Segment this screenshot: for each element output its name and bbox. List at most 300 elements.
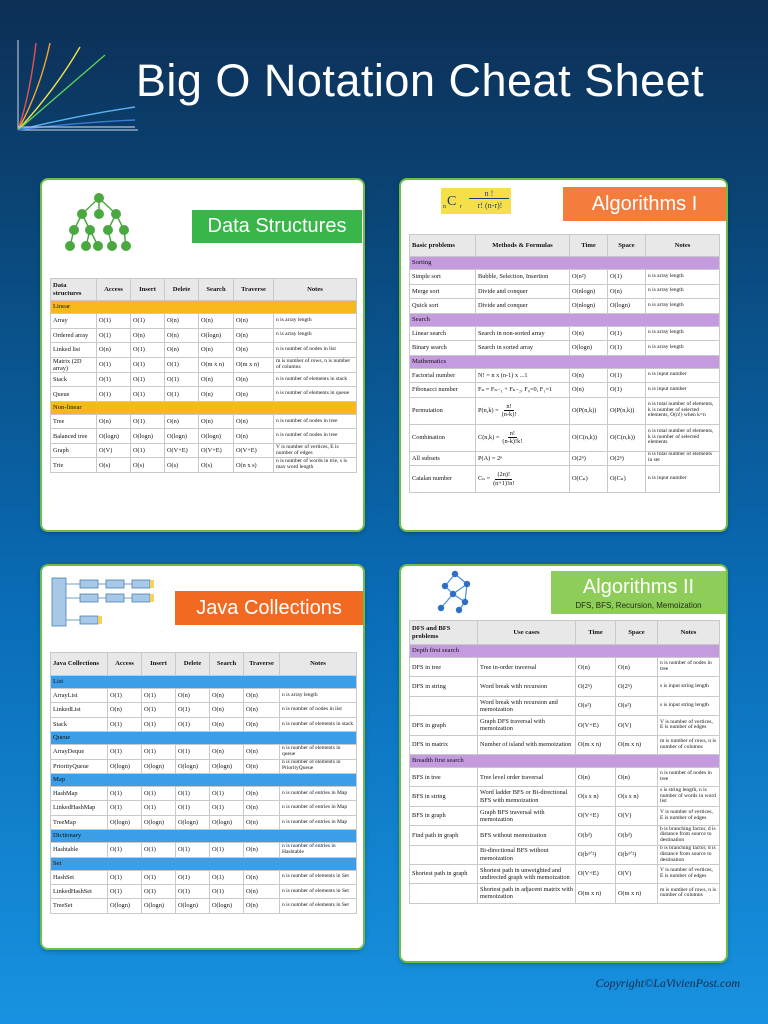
table-cell <box>476 466 570 493</box>
table-cell: O(1) <box>176 870 210 884</box>
table-cell: O(V+E) <box>165 443 199 458</box>
table-cell: Stack <box>51 717 108 731</box>
table-cell: O(1) <box>108 870 142 884</box>
table-cell: O(n) <box>234 372 274 387</box>
header-insert: Insert <box>142 653 176 676</box>
table-cell: O(nlogn) <box>570 299 608 314</box>
header-notes: Notes <box>658 621 720 645</box>
header-time: Time <box>570 235 608 257</box>
table-cell: O(n) <box>199 414 234 429</box>
header-access: Access <box>108 653 142 676</box>
table-cell: ArrayList <box>51 689 108 703</box>
table-cell: s is input string length <box>658 677 720 696</box>
table-row <box>410 826 720 845</box>
table-cell: Graph <box>51 443 97 458</box>
table-cell: Tree in-order traversal <box>478 658 576 677</box>
table-cell: O(2ⁿ) <box>616 677 658 696</box>
table-cell: n is number of nodes in list <box>274 343 357 358</box>
table-cell: O(1) <box>176 801 210 815</box>
table-cell: O(V) <box>97 443 131 458</box>
table-cell: O(m x n) <box>576 884 616 903</box>
section-header <box>51 732 357 745</box>
table-cell: Find path in graph <box>410 826 478 845</box>
table-cell: O(1) <box>142 801 176 815</box>
table-cell: O(logn) <box>142 759 176 773</box>
table-row <box>410 845 720 864</box>
table-row <box>51 314 357 329</box>
table-row <box>410 864 720 883</box>
table-cell: O(n) <box>244 786 280 800</box>
table-cell: O(1) <box>131 414 165 429</box>
table-cell: TreeMap <box>51 815 108 829</box>
table-cell: Stack <box>51 372 97 387</box>
table-row <box>51 884 357 898</box>
table-cell: Number of island with memoization <box>478 735 576 754</box>
table-cell: O(1) <box>108 745 142 759</box>
table-cell: O(n) <box>165 343 199 358</box>
table-cell: O(n) <box>234 414 274 429</box>
table-cell: Tree <box>51 414 97 429</box>
table-cell: O(1) <box>97 328 131 343</box>
table-cell: O(1) <box>608 270 646 285</box>
table-cell: Balanced tree <box>51 429 97 444</box>
table-cell: O(n) <box>97 343 131 358</box>
header-java-collections: Java Collections <box>51 653 108 676</box>
table-cell: O(n) <box>210 717 244 731</box>
table-cell: O(1) <box>176 703 210 717</box>
algorithms-1-card <box>401 180 726 530</box>
table-cell: O(logn) <box>142 899 176 913</box>
table-cell: O(n) <box>131 328 165 343</box>
table-cell: O(n) <box>244 884 280 898</box>
table-cell: Merge sort <box>410 284 476 299</box>
table-cell: O(n) <box>199 387 234 402</box>
table-cell: Hashtable <box>51 843 108 857</box>
table-cell: Permutation <box>410 397 476 424</box>
formula-lhs: C(n,k) = <box>478 433 500 441</box>
table-cell: n is array length <box>280 689 357 703</box>
table-cell: Word break with recursion and memoization <box>478 696 576 715</box>
table-cell: Shortest path in graph <box>410 864 478 883</box>
table-cell: O(1) <box>210 843 244 857</box>
table-cell: Search in non-sorted array <box>476 326 570 341</box>
table-cell: n is total number of elements, k is number of selected elements <box>646 424 720 451</box>
formula-c: C <box>447 194 457 209</box>
table-cell: O(1) <box>176 717 210 731</box>
table-cell: n is number of entries in Map <box>280 815 357 829</box>
table-cell: Trie <box>51 458 97 473</box>
table-cell <box>410 696 478 715</box>
table-cell: O(logn) <box>108 899 142 913</box>
node-graph-icon <box>435 570 475 614</box>
table-row <box>51 843 357 857</box>
table-cell: O(n) <box>244 745 280 759</box>
table-cell: O(1) <box>142 717 176 731</box>
formula-top: n ! <box>469 189 509 199</box>
table-cell: O(1) <box>210 786 244 800</box>
table-row <box>410 397 720 424</box>
table-cell: O(1) <box>108 884 142 898</box>
formula-denominator: (n-k)! <box>501 411 517 418</box>
table-cell: O(n) <box>244 759 280 773</box>
table-cell: n is number of nodes in tree <box>658 767 720 786</box>
table-cell: O(1) <box>608 326 646 341</box>
section-header <box>410 754 720 767</box>
table-cell: Ordered array <box>51 328 97 343</box>
table-cell: Catalan number <box>410 466 476 493</box>
table-cell: Tree level order traversal <box>478 767 576 786</box>
table-cell: Matrix (2D array) <box>51 357 97 372</box>
table-cell: Queue <box>51 387 97 402</box>
table-cell: O(n) <box>210 703 244 717</box>
table-cell: O(P(n,k)) <box>570 397 608 424</box>
header-delete: Delete <box>165 279 199 301</box>
table-cell: DFS in matrix <box>410 735 478 754</box>
formula-sub-n: n <box>443 204 446 210</box>
table-cell: V is number of vertices, E is number of edges <box>658 716 720 735</box>
table-cell: V is number of vertices, E is number of edges <box>274 443 357 458</box>
table-row <box>51 786 357 800</box>
table-cell: DFS in string <box>410 677 478 696</box>
table-cell: O(2ⁿ) <box>608 451 646 466</box>
section-label: Non-linear <box>51 401 357 414</box>
table-cell: O(n) <box>570 368 608 383</box>
header-search: Search <box>199 279 234 301</box>
formula-numerator: n! <box>509 429 515 437</box>
table-cell: O(1) <box>108 689 142 703</box>
table-cell: O(n) <box>176 689 210 703</box>
table-cell: n is input number <box>646 466 720 493</box>
table-cell: O(1) <box>108 786 142 800</box>
table-cell: s is input string length <box>658 696 720 715</box>
data-structures-title: Data Structures <box>207 215 347 237</box>
section-label: Set <box>51 857 357 870</box>
table-cell: O(nlogn) <box>570 284 608 299</box>
table-cell: n is number of elements in Set <box>280 870 357 884</box>
algorithms-1-banner <box>563 187 726 221</box>
section-label: Linear <box>51 301 357 314</box>
table-cell: O(m x n) <box>616 884 658 903</box>
table-cell: PriorityQueue <box>51 759 108 773</box>
table-cell: n is number of elements in stack <box>274 372 357 387</box>
table-cell: O(1) <box>176 786 210 800</box>
table-row <box>410 658 720 677</box>
table-cell: n is total number of elements, k is number of selected elements, O(n!) when k=n <box>646 397 720 424</box>
table-cell: O(1) <box>131 387 165 402</box>
table-cell: O(1) <box>176 843 210 857</box>
table-cell: O(logn) <box>608 299 646 314</box>
table-cell: O(n) <box>234 343 274 358</box>
table-row <box>51 745 357 759</box>
table-cell: O(1) <box>210 870 244 884</box>
header-space: Space <box>616 621 658 645</box>
table-cell: O(1) <box>165 372 199 387</box>
table-cell: n is number of entries in Map <box>280 786 357 800</box>
formula-sub-r: r <box>460 204 462 210</box>
table-cell: O(n) <box>608 284 646 299</box>
table-cell: Array <box>51 314 97 329</box>
table-cell: n is array length <box>646 341 720 356</box>
table-row <box>410 716 720 735</box>
table-cell: O(bᵈᐟ²) <box>616 845 658 864</box>
table-cell: O(logn) <box>570 341 608 356</box>
table-cell: O(1) <box>165 357 199 372</box>
table-row <box>51 759 357 773</box>
table-cell: Linked list <box>51 343 97 358</box>
table-cell: O(1) <box>97 387 131 402</box>
table-cell: O(1) <box>131 372 165 387</box>
section-label: Mathematics <box>410 355 720 368</box>
table-cell: O(m x n) <box>616 735 658 754</box>
table-cell: O(V+E) <box>576 864 616 883</box>
table-cell: Bi-directional BFS without memoization <box>478 845 576 864</box>
table-cell: Shortest path in unweighted and undirected graph with memoization <box>478 864 576 883</box>
table-cell: O(1) <box>131 314 165 329</box>
table-cell: O(n) <box>165 328 199 343</box>
table-cell: O(n) <box>616 767 658 786</box>
table-cell: O(logn) <box>165 429 199 444</box>
table-cell: O(n) <box>199 314 234 329</box>
java-collections-banner <box>175 591 363 625</box>
table-cell: n is array length <box>646 270 720 285</box>
section-label: Breadth first search <box>410 754 720 767</box>
table-cell: O(V) <box>616 806 658 825</box>
table-cell: LinkedHashSet <box>51 884 108 898</box>
section-label: Map <box>51 773 357 786</box>
table-row <box>51 815 357 829</box>
header-insert: Insert <box>131 279 165 301</box>
table-row <box>51 328 357 343</box>
table-cell: Fₙ = Fₙ₋₁ + Fₙ₋₂, F₀=0, F₁=1 <box>476 383 570 398</box>
algorithms-1-title: Algorithms I <box>591 192 698 215</box>
table-cell: BFS in tree <box>410 767 478 786</box>
table-cell: O(s x n) <box>576 787 616 806</box>
section-label: Sorting <box>410 257 720 270</box>
tree-graph-icon <box>64 192 134 252</box>
table-cell: All subsets <box>410 451 476 466</box>
table-cell <box>476 397 570 424</box>
formula-fraction <box>493 471 514 486</box>
algorithms-2-title: Algorithms II <box>582 575 695 598</box>
formula <box>478 430 567 445</box>
section-header <box>51 857 357 870</box>
table-cell: O(n) <box>244 899 280 913</box>
table-cell: LinkedList <box>51 703 108 717</box>
binomial-formula-icon <box>441 188 511 214</box>
table-cell: n is number of words in trie, s is max word length <box>274 458 357 473</box>
table-cell: Linear search <box>410 326 476 341</box>
table-cell: n is number of elements in PriorityQueue <box>280 759 357 773</box>
table-cell: O(1) <box>142 703 176 717</box>
table-cell: V is number of vertices, E is number of edges <box>658 806 720 825</box>
table-row <box>410 451 720 466</box>
table-cell: O(1) <box>176 745 210 759</box>
algorithms-2-table <box>409 620 720 904</box>
table-cell: O(logn) <box>199 429 234 444</box>
table-cell: n is number of elements in Set <box>280 899 357 913</box>
table-cell: O(n) <box>570 326 608 341</box>
table-row <box>410 326 720 341</box>
table-row <box>410 341 720 356</box>
table-cell: O(1) <box>97 372 131 387</box>
section-label: Dictionary <box>51 830 357 843</box>
table-row <box>51 372 357 387</box>
table-cell: n is array length <box>646 326 720 341</box>
table-cell: O(n) <box>199 372 234 387</box>
table-cell: b is branching factor, d is distance from source to destination <box>658 826 720 845</box>
formula-denominator: (n-k)!k! <box>502 438 523 445</box>
formula <box>478 471 567 486</box>
table-cell: b is branching factor, d is distance from source to destination <box>658 845 720 864</box>
header-methods-formulas: Methods & Formulas <box>476 235 570 257</box>
table-row <box>410 284 720 299</box>
table-row <box>51 429 357 444</box>
java-collections-card <box>42 566 363 948</box>
table-row <box>410 383 720 398</box>
table-cell: O(n) <box>576 658 616 677</box>
table-cell: O(1) <box>131 343 165 358</box>
table-cell: O(1) <box>97 314 131 329</box>
table-cell: Binary search <box>410 341 476 356</box>
formula <box>478 403 567 418</box>
header-traverse: Traverse <box>244 653 280 676</box>
header-basic-problems: Basic problems <box>410 235 476 257</box>
table-cell: O(C(n,k)) <box>608 424 646 451</box>
table-cell: n is number of nodes in tree <box>274 414 357 429</box>
header-search: Search <box>210 653 244 676</box>
table-cell: O(logn) <box>176 759 210 773</box>
table-cell: O(1) <box>142 786 176 800</box>
table-cell: Fibonacci number <box>410 383 476 398</box>
table-cell: O(n) <box>108 703 142 717</box>
algorithms-2-card <box>401 566 726 961</box>
table-cell: O(logn) <box>210 759 244 773</box>
table-cell: n is number of elements in queue <box>274 387 357 402</box>
header-time: Time <box>576 621 616 645</box>
table-cell: O(n) <box>576 767 616 786</box>
table-cell: n is number of elements in Set <box>280 884 357 898</box>
section-header <box>410 257 720 270</box>
section-header <box>410 645 720 658</box>
table-cell: O(V+E) <box>576 716 616 735</box>
section-header <box>51 676 357 689</box>
table-cell: m is number of rows, n is number of columns <box>658 884 720 903</box>
table-cell: O(1) <box>608 341 646 356</box>
table-row <box>410 677 720 696</box>
table-cell: O(logn) <box>108 815 142 829</box>
table-cell: O(bᵈ) <box>576 826 616 845</box>
table-cell: n is input number <box>646 383 720 398</box>
table-cell: O(1) <box>165 387 199 402</box>
table-cell <box>410 884 478 903</box>
table-row <box>51 343 357 358</box>
table-cell: O(logn) <box>176 815 210 829</box>
table-cell: O(s x n) <box>616 787 658 806</box>
table-cell: HashMap <box>51 786 108 800</box>
table-cell: O(1) <box>142 843 176 857</box>
data-structures-card <box>42 180 363 530</box>
header-space: Space <box>608 235 646 257</box>
table-cell: O(1) <box>131 357 165 372</box>
table-row <box>410 787 720 806</box>
table-cell: n is array length <box>646 299 720 314</box>
table-cell: O(s) <box>97 458 131 473</box>
algorithms-1-table <box>409 234 720 493</box>
table-cell: O(n) <box>244 689 280 703</box>
table-cell: O(n) <box>210 745 244 759</box>
table-cell: O(m x n) <box>576 735 616 754</box>
section-header <box>51 401 357 414</box>
header-notes: Notes <box>280 653 357 676</box>
formula-numerator: (2n)! <box>497 471 511 479</box>
header-notes: Notes <box>274 279 357 301</box>
table-row <box>51 717 357 731</box>
java-collections-title: Java Collections <box>196 596 342 619</box>
formula-fraction <box>502 403 517 418</box>
table-cell: O(n x s) <box>234 458 274 473</box>
table-cell: BFS in graph <box>410 806 478 825</box>
table-cell: n is number of nodes in tree <box>274 429 357 444</box>
algorithms-2-banner <box>551 571 726 614</box>
table-row <box>51 414 357 429</box>
table-row <box>51 689 357 703</box>
section-label: Depth first search <box>410 645 720 658</box>
table-row <box>51 899 357 913</box>
table-cell: O(m x n) <box>234 357 274 372</box>
table-cell: O(2ⁿ) <box>576 677 616 696</box>
header-access: Access <box>97 279 131 301</box>
table-cell: O(logn) <box>199 328 234 343</box>
table-cell: O(n) <box>244 717 280 731</box>
table-cell: n is number of entries in Hashtable <box>280 843 357 857</box>
table-cell: m is number of rows, n is number of columns <box>274 357 357 372</box>
table-cell: n is number of nodes in list <box>280 703 357 717</box>
copyright: Copyright©LaVivienPost.com <box>595 976 740 990</box>
java-collections-table <box>50 652 357 914</box>
table-cell: O(n) <box>244 815 280 829</box>
table-cell: O(V+E) <box>199 443 234 458</box>
table-cell: Graph DFS traversal with memoization <box>478 716 576 735</box>
table-cell: O(logn) <box>97 429 131 444</box>
table-cell: O(s) <box>199 458 234 473</box>
table-cell: LinkedHashMap <box>51 801 108 815</box>
table-cell: TreeSet <box>51 899 108 913</box>
table-row <box>410 424 720 451</box>
formula-lhs: P(n,k) = <box>478 406 499 414</box>
table-cell: O(s²) <box>616 696 658 715</box>
table-cell: O(V) <box>616 864 658 883</box>
table-cell: O(n) <box>97 414 131 429</box>
table-cell: O(1) <box>210 884 244 898</box>
table-cell: n is number of elements in queue <box>280 745 357 759</box>
table-cell: Bubble, Selection, Insertion <box>476 270 570 285</box>
table-cell: m is number of rows, n is number of columns <box>658 735 720 754</box>
table-cell: Quick sort <box>410 299 476 314</box>
table-cell: P(A) = 2ⁿ <box>476 451 570 466</box>
table-cell: Divide and conquer <box>476 284 570 299</box>
table-cell: O(n) <box>244 870 280 884</box>
table-cell: Factorial number <box>410 368 476 383</box>
table-row <box>410 884 720 903</box>
header-use-cases: Use cases <box>478 621 576 645</box>
table-cell: Shortest path in adjacent matrix with memoization <box>478 884 576 903</box>
table-row <box>51 443 357 458</box>
table-cell: O(logn) <box>108 759 142 773</box>
table-cell: O(P(n,k)) <box>608 397 646 424</box>
table-row <box>51 357 357 372</box>
table-cell: BFS in string <box>410 787 478 806</box>
table-cell: O(n) <box>165 414 199 429</box>
